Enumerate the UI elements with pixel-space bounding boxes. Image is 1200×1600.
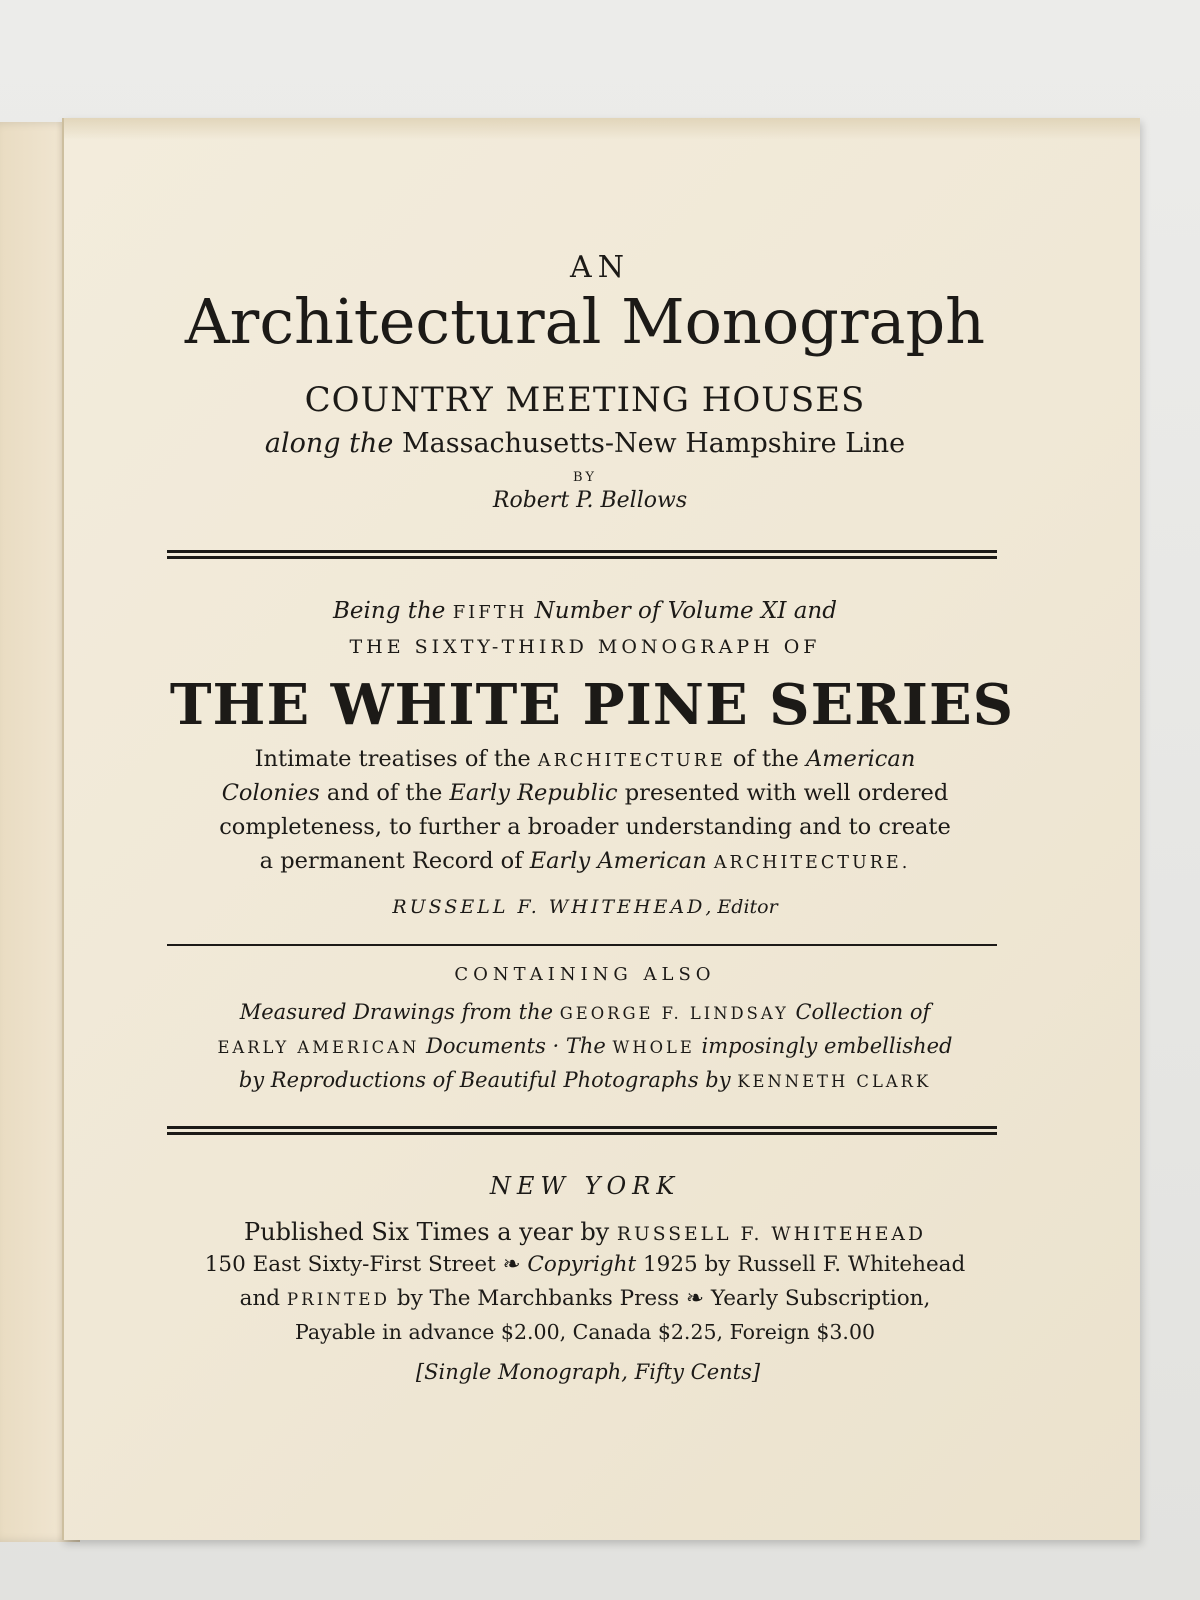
- desc-1b: ARCHITECTURE: [537, 751, 726, 771]
- by-label: BY: [573, 470, 597, 485]
- desc-1a: Intimate treatises of the: [254, 746, 531, 772]
- being-italic-2: Number of Volume XI and: [534, 598, 837, 624]
- containing-heading: CONTAINING ALSO: [454, 964, 716, 985]
- subtitle-line2: [0, 428, 1185, 459]
- imprint-1b: RUSSELL F. WHITEHEAD: [616, 1224, 926, 1245]
- thin-rule: [167, 944, 997, 946]
- city: NEW YORK: [489, 1172, 681, 1200]
- imprint-line-4: Payable in advance $2.00, Canada $2.25, Foreign $3.00: [294, 1320, 876, 1344]
- containing-2a: EARLY AMERICAN: [217, 1038, 420, 1057]
- containing-2d: imposingly embellished: [701, 1034, 953, 1058]
- desc-2a: Colonies: [221, 780, 320, 806]
- fifth-label: FIFTH: [452, 602, 528, 623]
- imprint-2c: 1925 by Russell F. Whitehead: [642, 1252, 966, 1277]
- containing-1c: Collection of: [795, 1000, 931, 1024]
- desc-2c: Early Republic: [449, 780, 618, 806]
- editor-name: RUSSELL F. WHITEHEAD: [392, 896, 706, 918]
- main-title: Architectural Monograph: [184, 285, 986, 358]
- imprint-3c: by The Marchbanks Press: [396, 1286, 680, 1311]
- author: Robert P. Bellows: [492, 488, 688, 513]
- imprint-line-1: [0, 1218, 1185, 1246]
- imprint-line-3: [0, 1286, 1185, 1311]
- imprint-3a: and: [239, 1286, 281, 1311]
- imprint-2a: 150 East Sixty-First Street: [204, 1252, 496, 1277]
- containing-2c: WHOLE: [612, 1038, 695, 1057]
- heading-an: AN: [570, 250, 630, 285]
- desc-2b: and of the: [326, 780, 443, 806]
- desc-line-1: [0, 746, 1185, 772]
- double-rule-top: [167, 550, 997, 559]
- containing-3a: by Reproductions of Beautiful Photographs by: [238, 1068, 731, 1092]
- editor-line: [0, 896, 1185, 918]
- desc-line-3: completeness, to further a broader understanding and to create: [219, 814, 951, 840]
- along-rest: Massachusetts-New Hampshire Line: [401, 428, 906, 459]
- containing-3b: KENNETH CLARK: [737, 1072, 932, 1091]
- desc-line-4: [0, 848, 1185, 874]
- sixty-third-line: THE SIXTY-THIRD MONOGRAPH OF: [349, 636, 821, 658]
- containing-2b: Documents · The: [426, 1034, 606, 1058]
- being-italic-1: Being the: [333, 598, 446, 624]
- imprint-1a: Published Six Times a year by: [244, 1218, 610, 1246]
- desc-line-2: [0, 780, 1185, 806]
- containing-line-1: [0, 1000, 1185, 1024]
- double-rule-bottom: [167, 1126, 997, 1135]
- containing-line-3: [0, 1068, 1185, 1092]
- ornament-icon-2: ❧: [686, 1286, 705, 1311]
- being-line: [0, 598, 1185, 624]
- ornament-icon: ❧: [502, 1252, 521, 1277]
- desc-1d: American: [805, 746, 916, 772]
- imprint-3b: PRINTED: [286, 1289, 390, 1309]
- containing-1b: GEORGE F. LINDSAY: [559, 1004, 789, 1023]
- containing-1a: Measured Drawings from the: [239, 1000, 554, 1024]
- imprint-3d: Yearly Subscription,: [710, 1286, 931, 1311]
- desc-4a: a permanent Record of: [259, 848, 523, 874]
- imprint-2b: Copyright: [527, 1252, 637, 1277]
- along-italic: along the: [264, 428, 394, 459]
- imprint-line-2: [0, 1252, 1185, 1277]
- desc-2d: presented with well ordered: [624, 780, 949, 806]
- desc-4b: Early American: [529, 848, 707, 874]
- price-line: [Single Monograph, Fifty Cents]: [415, 1360, 761, 1384]
- desc-4c: ARCHITECTURE.: [713, 853, 911, 873]
- subtitle: COUNTRY MEETING HOUSES: [304, 380, 866, 420]
- series-name: THE WHITE PINE SERIES: [169, 672, 1015, 738]
- editor-role: , Editor: [705, 896, 778, 918]
- containing-line-2: [0, 1034, 1185, 1058]
- desc-1c: of the: [732, 746, 799, 772]
